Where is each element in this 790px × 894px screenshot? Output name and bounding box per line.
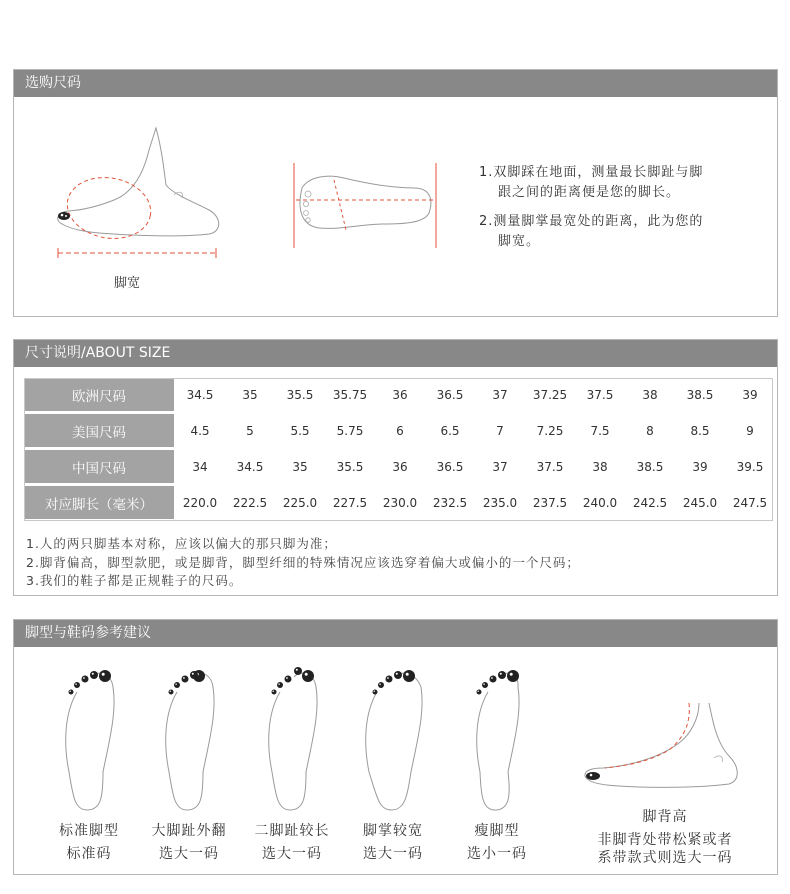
foot-type-name: 脚掌较宽 <box>363 823 423 839</box>
size-cell: 39 <box>725 378 775 413</box>
size-row-label: 欧洲尺码 <box>24 378 175 413</box>
high-instep-illustration <box>579 698 749 798</box>
high-instep-advice-2: 系带款式则选大一码 <box>597 850 733 866</box>
size-cell: 7 <box>475 413 525 449</box>
size-cell: 5.5 <box>275 413 325 449</box>
size-cell: 230.0 <box>382 495 418 510</box>
foot-type-section <box>13 619 778 875</box>
high-instep-advice-1: 非脚背处带松紧或者 <box>597 832 733 848</box>
size-row-label: 中国尺码 <box>24 449 175 485</box>
size-cell: 37.25 <box>525 378 575 413</box>
foot-type-advice: 标准码 <box>66 846 112 862</box>
size-cell: 5 <box>225 413 275 449</box>
foot-side-width-illustration <box>44 110 234 265</box>
size-cell: 232.5 <box>432 495 468 510</box>
size-section-title: 尺寸说明/ABOUT SIZE <box>14 340 777 367</box>
instruction-2: 2.测量脚掌最宽处的距离，此为您的 脚宽。 <box>479 214 704 249</box>
size-cell: 225.0 <box>282 495 318 510</box>
size-cell: 237.5 <box>532 495 568 510</box>
foot-type-illustration <box>465 662 529 812</box>
size-cell: 39 <box>675 449 725 485</box>
size-cell: 35.5 <box>325 449 375 485</box>
foot-type-caption <box>139 820 239 866</box>
size-cell: 35 <box>225 378 275 413</box>
size-row <box>24 449 775 485</box>
foot-type-caption <box>39 820 139 866</box>
size-cell: 7.5 <box>575 413 625 449</box>
size-cell: 220.0 <box>182 495 218 510</box>
size-cell: 36 <box>375 449 425 485</box>
foot-type-illustration <box>157 662 221 812</box>
size-cell: 235.0 <box>482 495 518 510</box>
size-row-label: 对应脚长（毫米） <box>24 485 175 520</box>
foot-type-section-title: 脚型与鞋码参考建议 <box>14 620 777 647</box>
size-cell: 4.5 <box>175 413 226 449</box>
instruction-1: 1.双脚踩在地面，测量最长脚趾与脚 跟之间的距离便是您的脚长。 <box>479 165 704 200</box>
foot-type-advice: 选小一码 <box>467 846 527 862</box>
size-note-3: 3.我们的鞋子都是正规鞋子的尺码。 <box>26 573 243 588</box>
size-note-2: 2.脚背偏高，脚型款肥，或是脚背，脚型纤细的特殊情况应该选穿着偏大或偏小的一个尺码； <box>26 555 580 570</box>
size-cell: 38 <box>625 378 675 413</box>
measure-section <box>13 69 778 317</box>
size-section <box>13 339 778 596</box>
size-cell: 35.5 <box>275 378 325 413</box>
foot-type-illustration <box>361 662 425 812</box>
size-cell: 36.5 <box>425 378 475 413</box>
size-cell: 36 <box>375 378 425 413</box>
size-cell: 245.0 <box>682 495 718 510</box>
size-cell: 6 <box>375 413 425 449</box>
foot-type-name: 大脚趾外翻 <box>151 823 227 839</box>
size-cell: 8.5 <box>675 413 725 449</box>
measure-section-title: 选购尺码 <box>14 70 777 97</box>
size-cell: 35 <box>275 449 325 485</box>
size-cell: 227.5 <box>332 495 368 510</box>
foot-type-illustration <box>57 662 121 812</box>
size-cell: 34 <box>175 449 226 485</box>
size-row <box>24 485 775 520</box>
high-instep-name: 脚背高 <box>642 809 688 825</box>
size-cell: 7.25 <box>525 413 575 449</box>
size-cell: 247.5 <box>732 495 768 510</box>
foot-type-caption <box>343 820 443 866</box>
foot-type-caption <box>447 820 547 866</box>
size-cell: 39.5 <box>725 449 775 485</box>
size-cell: 9 <box>725 413 775 449</box>
high-instep-caption <box>579 806 751 870</box>
foot-type-illustration <box>260 662 324 812</box>
size-cell: 38.5 <box>625 449 675 485</box>
size-cell: 37 <box>475 378 525 413</box>
foot-type-advice: 选大一码 <box>262 846 322 862</box>
size-cell: 34.5 <box>175 378 226 413</box>
size-cell: 242.5 <box>632 495 668 510</box>
foot-type-advice: 选大一码 <box>363 846 423 862</box>
size-cell: 35.75 <box>325 378 375 413</box>
foot-length-illustration <box>284 158 454 253</box>
size-cell: 5.75 <box>325 413 375 449</box>
foot-type-name: 标准脚型 <box>59 823 119 839</box>
foot-width-label: 脚宽 <box>114 276 141 291</box>
size-cell: 8 <box>625 413 675 449</box>
size-cell: 37.5 <box>575 378 625 413</box>
size-cell: 34.5 <box>225 449 275 485</box>
size-cell: 6.5 <box>425 413 475 449</box>
size-note-1: 1.人的两只脚基本对称，应该以偏大的那只脚为准； <box>26 536 337 551</box>
size-cell: 37 <box>475 449 525 485</box>
size-row-label: 美国尺码 <box>24 413 175 449</box>
foot-type-caption <box>242 820 342 866</box>
size-cell: 36.5 <box>425 449 475 485</box>
size-cell: 38 <box>575 449 625 485</box>
size-row <box>24 413 775 449</box>
size-table <box>24 378 775 519</box>
size-cell: 38.5 <box>675 378 725 413</box>
size-row <box>24 378 775 413</box>
size-cell: 37.5 <box>525 449 575 485</box>
foot-type-name: 二脚趾较长 <box>254 823 330 839</box>
size-cell: 240.0 <box>582 495 618 510</box>
foot-type-advice: 选大一码 <box>159 846 219 862</box>
size-cell: 222.5 <box>232 495 268 510</box>
foot-type-name: 瘦脚型 <box>474 823 520 839</box>
